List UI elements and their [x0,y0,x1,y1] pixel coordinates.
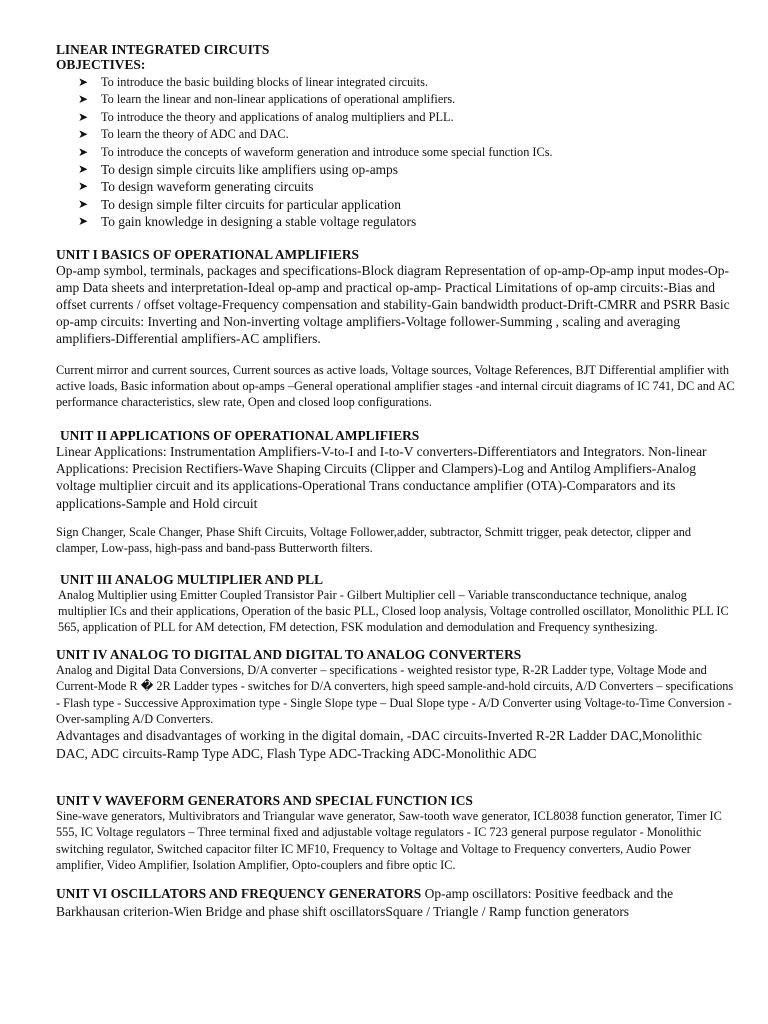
unit-4-paragraph: Analog and Digital Data Conversions, D/A converter – specifications - weighted resistor type, R-2R Ladder type, Voltage Mode and Current-Mode R � 2R Ladder types - switches for D/A converters, high speed sample-and-hold circuits, A/D Converters – specifications - Flash type - Successive Approximation type - Single Slope type – Dual Slope type - A/D Converter using Voltage-to-Time Conversion - Over-sampling A/D Converters. [56,662,734,726]
objective-item: ➤ To learn the theory of ADC and DAC. [56,126,736,143]
unit-6-text: Op-amp oscillators: Positive feedback and the Barkhausan criterion-Wien Bridge and phase shift oscillatorsSquare / Triangle / Ramp function generators [56,886,674,919]
objectives-list [56,74,736,231]
unit-2-paragraph: Linear Applications: Instrumentation Amplifiers-V-to-I and I-to-V converters-Differentiators and Integrators. Non-linear Applications: Precision Rectifiers-Wave Shaping Circuits (Clipper and Clampers)-Log and Antilog Amplifiers-Analog voltage multiplier circuit and its applications-Operational Trans conductance amplifier (OTA)-Comparators and its applications-Sample and Hold circuit [56,443,707,511]
unit-1-paragraph: Op-amp symbol, terminals, packages and specifications-Block diagram Representation of op-amp-Op-amp input modes-Op-amp Data sheets and interpretation-Ideal op-amp and practical op-amp- Practical Limitations of op-amp circuits:-Bias and offset currents / offset voltage-Frequency compensation and stability-Gain bandwidth product-Drift-CMRR and PSRR Basic op-amp circuits: Inverting and Non-inverting voltage amplifiers-Voltage follower-Summing , scaling and averaging amplifiers-Differential amplifiers-AC amplifiers. [56,262,730,347]
objective-item: ➤ To introduce the theory and applications of analog multipliers and PLL. [56,109,736,126]
objectives-heading: OBJECTIVES: [56,57,146,72]
arrow-bullet-icon: ➤ [78,179,89,194]
unit-6-heading: UNIT VI OSCILLATORS AND FREQUENCY GENERATORS [56,886,422,902]
unit-4-section [56,647,736,762]
arrow-bullet-icon: ➤ [78,109,89,124]
unit-6-section [56,885,736,919]
objective-item: ➤ To design waveform generating circuits [78,179,314,195]
arrow-bullet-icon: ➤ [78,162,89,177]
objective-item: ➤ To gain knowledge in designing a stable voltage regulators [78,214,417,230]
arrow-bullet-icon: ➤ [78,75,89,89]
unit-4-heading: UNIT IV ANALOG TO DIGITAL AND DIGITAL TO ANALOG CONVERTERS [56,646,522,662]
unit-3-section [56,572,736,636]
arrow-bullet-icon: ➤ [78,92,89,107]
objective-item: ➤ To learn the linear and non-linear applications of operational amplifiers. [56,91,736,108]
unit-5-section [56,793,736,874]
unit-6-paragraph [56,885,736,919]
unit-2-paragraph-2: Sign Changer, Scale Changer, Phase Shift Circuits, Voltage Follower,adder, subtractor, Schmitt trigger, peak detector, clipper and clamper, Low-pass, high-pass and band-pass Butterworth filters. [56,524,692,556]
arrow-bullet-icon: ➤ [78,214,89,229]
unit-5-paragraph: Sine-wave generators, Multivibrators and Triangular wave generator, Saw-tooth wave generator, ICL8038 function generator, Timer IC 555, IC Voltage regulators – Three terminal fixed and adjustable voltage regulators - IC 723 general purpose regulator - Monolithic switching regulator, Switched capacitor filter IC MF10, Frequency to Voltage and Voltage to Frequency converters, Audio Power amplifier, Video Amplifier, Isolation Amplifier, Opto-couplers and fibre optic IC. [56,808,722,872]
unit-2-heading: UNIT II APPLICATIONS OF OPERATIONAL AMPLIFIERS [60,427,420,443]
objective-item: ➤ To design simple filter circuits for particular application [78,196,401,212]
unit-1-heading: UNIT I BASICS OF OPERATIONAL AMPLIFIERS [56,246,359,262]
unit-3-paragraph: Analog Multiplier using Emitter Coupled Transistor Pair - Gilbert Multiplier cell – Variable transconductance technique, analog multiplier ICs and their applications, Operation of the basic PLL, Closed loop analysis, Voltage controlled oscillator, Monolithic PLL IC 565, application of PLL for AM detection, FM detection, FSK modulation and demodulation and Frequency synthesizing. [58,587,729,635]
unit-4-paragraph-2: Advantages and disadvantages of working in the digital domain, -DAC circuits-Inverted R-2R Ladder DAC,Monolithic DAC, ADC circuits-Ramp Type ADC, Flash Type ADC-Tracking ADC-Monolithic ADC [56,728,702,761]
unit-1-section [56,247,736,411]
objective-item: ➤ To introduce the concepts of waveform generation and introduce some special function ICs. [56,144,736,161]
objective-item: ➤ To design simple circuits like amplifiers using op-amps [78,162,398,178]
arrow-bullet-icon: ➤ [78,127,89,142]
unit-3-heading: UNIT III ANALOG MULTIPLIER AND PLL [60,571,324,587]
unit-1-paragraph-2: Current mirror and current sources, Current sources as active loads, Voltage sources, Voltage References, BJT Differential amplifier with active loads, Basic information about op-amps –General operational amplifier stages -and internal circuit diagrams of IC 741, DC and AC performance characteristics, slew rate, Open and closed loop configurations. [56,362,735,410]
syllabus-document [56,42,736,920]
arrow-bullet-icon: ➤ [78,144,89,159]
unit-5-heading: UNIT V WAVEFORM GENERATORS AND SPECIAL FUNCTION ICS [56,792,473,808]
document-title: LINEAR INTEGRATED CIRCUITS [56,42,270,57]
unit-2-section [56,428,736,557]
arrow-bullet-icon: ➤ [78,196,89,211]
objective-item: ➤ To introduce the basic building blocks of linear integrated circuits. [56,74,736,91]
